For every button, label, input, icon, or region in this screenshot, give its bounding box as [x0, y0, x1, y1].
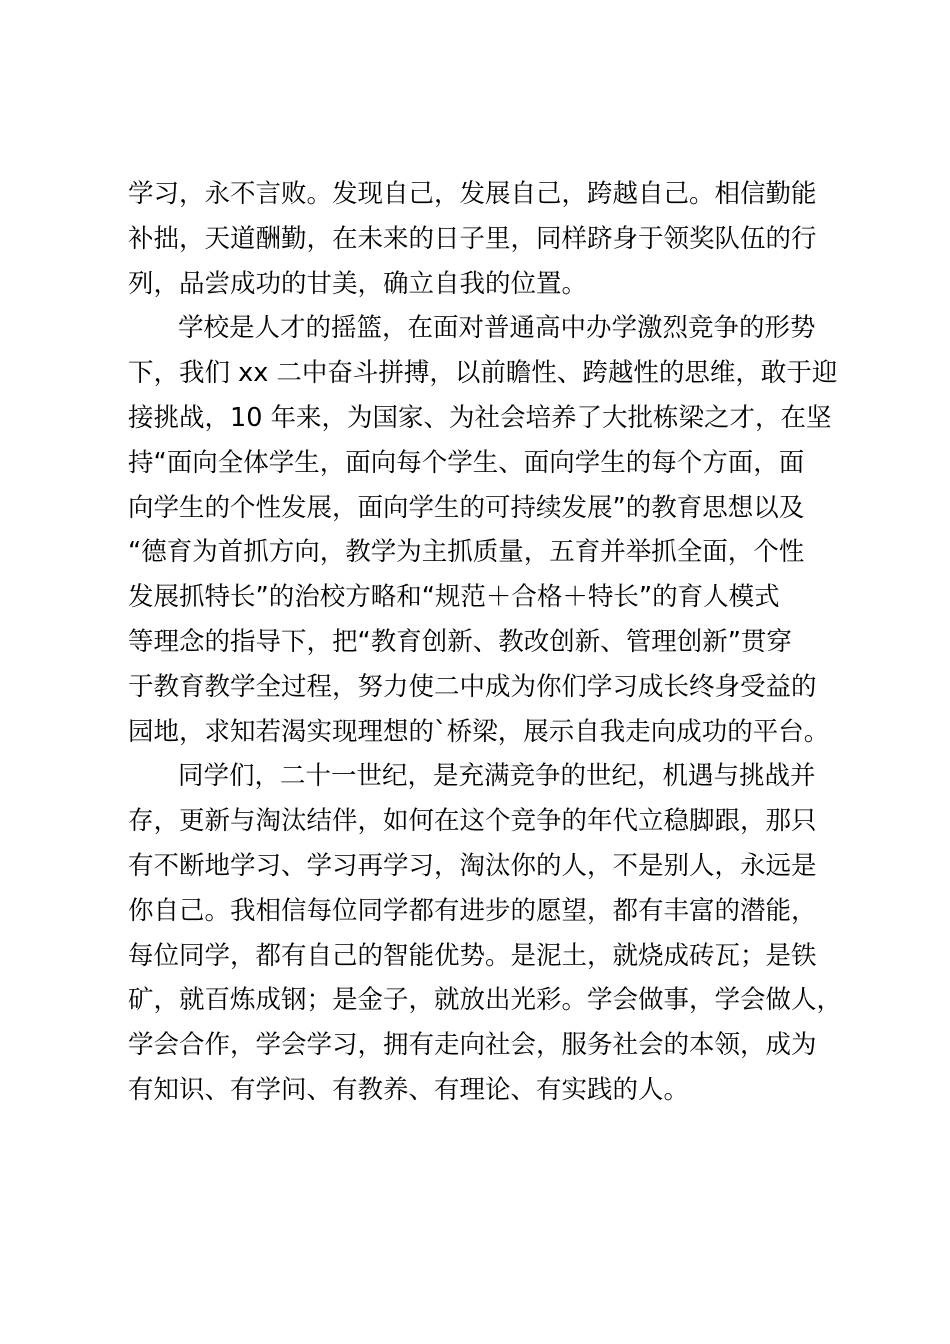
- paragraph-3: [128, 754, 843, 1112]
- text-line: 于教育教学全过程，努力使二中成为你们学习成长终身受益的: [128, 671, 817, 702]
- text-line: 接挑战，10 年来，为国家、为社会培养了大批栋梁之才，在坚: [128, 402, 832, 433]
- text-line: 你自己。我相信每位同学都有进步的愿望，都有丰富的潜能，: [128, 895, 817, 926]
- text-line: 每位同学，都有自己的智能优势。是泥土，就烧成砖瓦；是铁: [128, 940, 817, 971]
- text-line: 存，更新与淘汰结伴，如何在这个竞争的年代立稳脚跟，那只: [128, 806, 817, 837]
- text-line: 等理念的指导下，把“教育创新、教改创新、管理创新”贯穿: [128, 626, 792, 657]
- text-line: 有知识、有学问、有教养、有理论、有实践的人。: [128, 1074, 690, 1105]
- text-line: “德育为首抓方向，教学为主抓质量，五育并举抓全面，个性: [128, 537, 805, 568]
- text-line: 学校是人才的摇篮，在面对普通高中办学激烈竞争的形势: [178, 313, 816, 344]
- document-body: [128, 172, 843, 1113]
- text-line: 有不断地学习、学习再学习，淘汰你的人，不是别人，永远是: [128, 850, 817, 881]
- paragraph-2: [128, 306, 840, 754]
- text-line: 补拙，天道酬勤，在未来的日子里，同样跻身于领奖队伍的行: [128, 223, 817, 254]
- paragraph-1: [128, 172, 840, 306]
- text-line: 学会合作，学会学习，拥有走向社会，服务社会的本领，成为: [128, 1030, 817, 1061]
- text-line: 学习，永不言败。发现自己，发展自己，跨越自己。相信勤能: [128, 179, 817, 209]
- text-line: 矿，就百炼成钢；是金子，就放出光彩。学会做事，学会做人，: [128, 985, 843, 1016]
- text-line: 持“面向全体学生，面向每个学生、面向学生的每个方面，面: [128, 447, 805, 478]
- text-line: 向学生的个性发展，面向学生的可持续发展”的教育思想以及: [128, 492, 805, 523]
- text-line: 列，品尝成功的甘美，确立自我的位置。: [128, 268, 588, 299]
- text-line: 发展抓特长”的治校方略和“规范＋合格＋特长”的育人模式: [128, 582, 780, 613]
- text-line: 下，我们 xx 二中奋斗拼搏，以前瞻性、跨越性的思维，敢于迎: [128, 358, 838, 389]
- text-line: 园地，求知若渴实现理想的`桥梁，展示自我走向成功的平台。: [128, 716, 830, 747]
- text-line: 同学们，二十一世纪，是充满竞争的世纪，机遇与挑战并: [178, 761, 816, 792]
